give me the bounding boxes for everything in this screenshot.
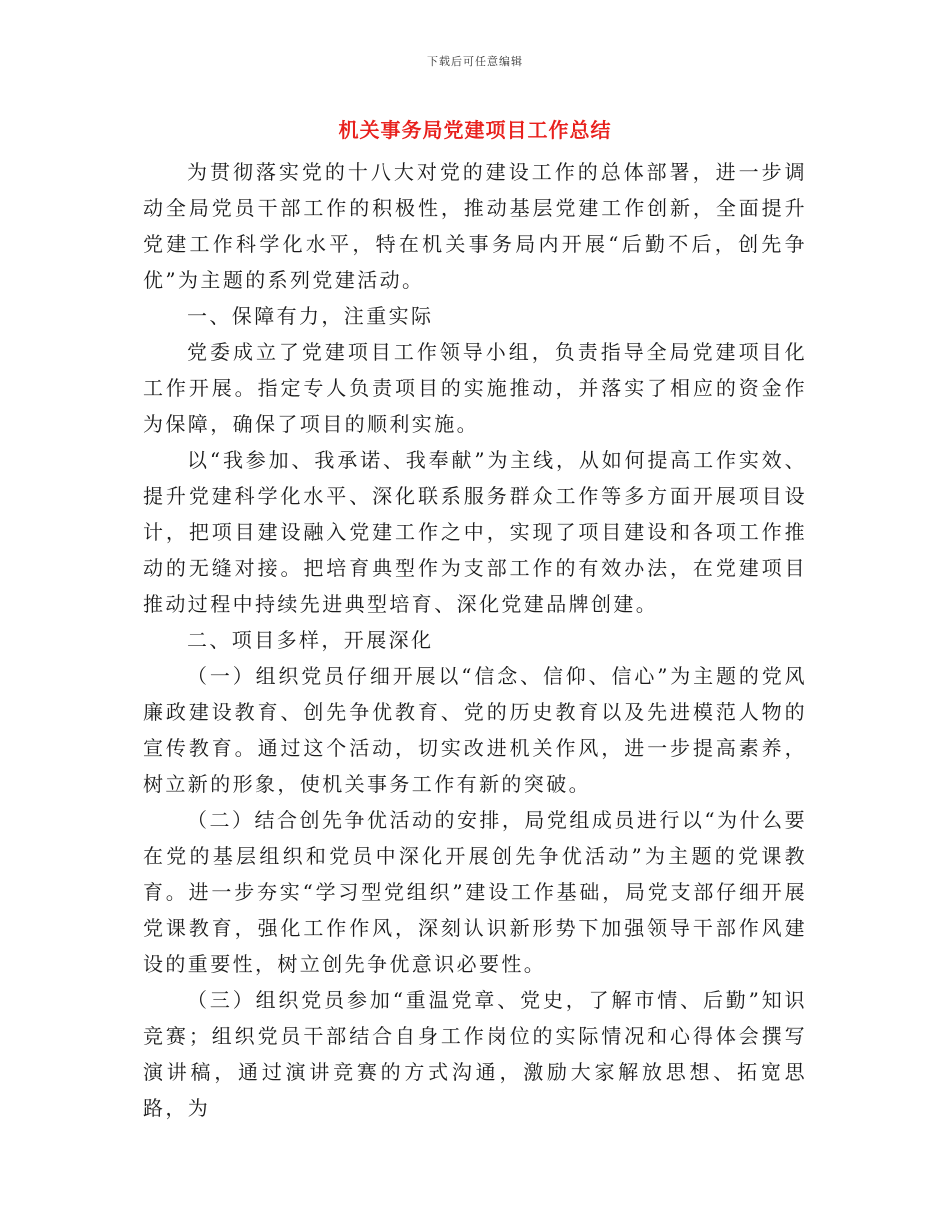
paragraph: 以“我参加、我承诺、我奉献”为主线，从如何提高工作实效、提升党建科学化水平、深化联系服务群众工作等多方面开展项目设计，把项目建设融入党建工作之中，实现了项目建设和各项工作推动的无缝对接。把培育典型作为支部工作的有效办法，在党建项目推动过程中持续先进典型培育、深化党建品牌创建。 (143, 448, 807, 616)
paragraph-item-2: （二）结合创先争优活动的安排，局党组成员进行以“为什么要在党的基层组织和党员中深化开展创先争优活动”为主题的党课教育。进一步夯实“学习型党组织”建设工作基础，局党支部仔细开展党课教育，强化工作作风，深刻认识新形势下加强领导干部作风建设的重要性，树立创先争优意识必要性。 (143, 808, 807, 976)
section-heading-2: 二、项目多样，开展深化 (187, 628, 434, 652)
document-body (143, 154, 807, 1126)
paragraph: 党委成立了党建项目工作领导小组，负责指导全局党建项目化工作开展。指定专人负责项目的实施推动，并落实了相应的资金作为保障，确保了项目的顺利实施。 (143, 340, 807, 436)
document-title: 机关事务局党建项目工作总结 (338, 118, 612, 142)
paragraph-item-3: （三）组织党员参加“重温党章、党史，了解市情、后勤”知识竞赛；组织党员干部结合自身工作岗位的实际情况和心得体会撰写演讲稿，通过演讲竞赛的方式沟通，激励大家解放思想、拓宽思路，为 (143, 988, 807, 1120)
paragraph-item-1: （一）组织党员仔细开展以“信念、信仰、信心”为主题的党风廉政建设教育、创先争优教育、党的历史教育以及先进模范人物的宣传教育。通过这个活动，切实改进机关作风，进一步提高素养，树立新的形象，使机关事务工作有新的突破。 (143, 664, 807, 796)
paragraph-intro: 为贯彻落实党的十八大对党的建设工作的总体部署，进一步调动全局党员干部工作的积极性，推动基层党建工作创新，全面提升党建工作科学化水平，特在机关事务局内开展“后勤不后，创先争优”为主题的系列党建活动。 (143, 160, 807, 292)
section-heading-1: 一、保障有力，注重实际 (187, 304, 434, 328)
header-note: 下载后可任意编辑 (427, 55, 523, 68)
